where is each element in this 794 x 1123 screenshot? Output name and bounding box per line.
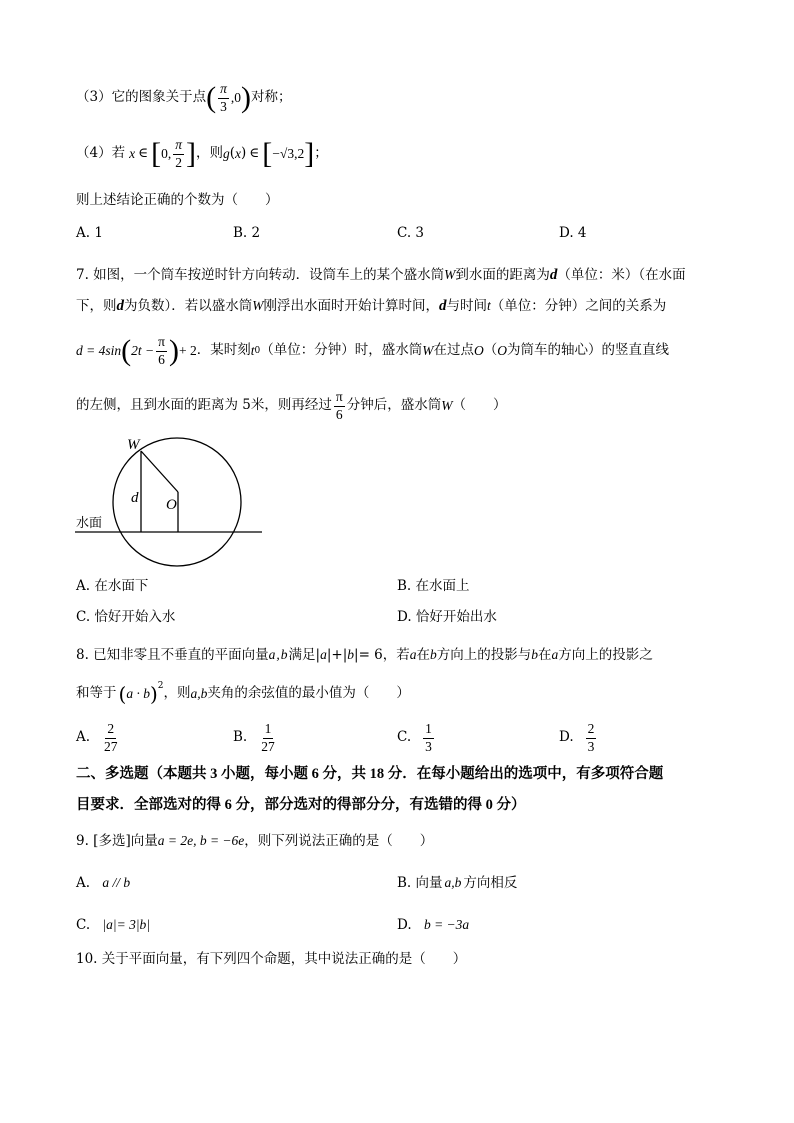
item-4-then: ，则 [195,145,223,162]
bracket2-open: [ [262,137,273,170]
q7-option-d: D. 恰好开始出水 [397,609,497,625]
figure-label-d: d [131,490,139,506]
q9-option-a-text: a // b [102,875,131,890]
item-4-range: −√3,2 [272,146,305,162]
q8-option-d-label: D. [559,729,574,746]
q7-text: （ ） [452,397,507,414]
q7-option-a: A. 在水面下 [76,578,149,594]
num: 2 [586,722,597,738]
q7-w: W [422,343,434,359]
item-3-tail: ,0 [230,90,241,106]
radius-segment [141,451,178,492]
num: 1 [423,722,434,738]
q8-text: |= 6，若 [354,647,410,663]
item-3-den: 3 [220,98,227,114]
section-2-heading-line-1: 二、多选题（本题共 3 小题，每小题 6 分，共 18 分．在每小题给出的选项中，有多项符合题 [76,766,664,782]
q7-eq-den: 6 [158,351,165,367]
q7-d: d [439,298,447,314]
q9-line [76,834,433,849]
q7-eq-fraction [156,335,167,366]
q7-t0: t [250,343,255,359]
item-3 [76,78,291,118]
q7-text: 刚浮出水面时开始计算时间， [263,298,439,314]
figure-label-water: 水面 [76,516,103,531]
item-3-after: 对称； [250,89,292,106]
q7-text: 与时间 [446,298,487,314]
q8-vec-a: a [409,647,417,662]
q9-option-a [76,876,130,891]
q9-option-c-label: C. [76,917,91,933]
q8-option-a-label: A. [76,729,91,746]
q7-text: 为负数）．若以盛水筒 [124,298,253,314]
figure-label-o: O [166,497,177,513]
q7-o: O [473,343,484,359]
item-4-x2: x [235,146,242,162]
bracket-close: ] [185,137,196,170]
q8-text: ，则 [163,685,191,702]
q8-text: 方向上的投影与 [436,647,532,663]
bracket2-close: ] [304,137,315,170]
q7-text: 的左侧，且到水面的距离为 5米，则再经过 [76,397,332,414]
q7-option-b: B. 在水面上 [397,578,470,594]
q8-vec-ab: a,b [190,686,208,702]
item-3-fraction [218,82,229,113]
q7-w: W [441,398,453,414]
q6-option-c: C. 3 [397,225,425,241]
q6-option-d: D. 4 [559,225,587,241]
q7-text: （单位：米）（在水面 [557,267,686,283]
q7-d: d [116,298,124,314]
item-4-label: （4）若 [76,145,126,162]
q7-line-1 [76,268,686,283]
q7-text: 在过点 [433,342,474,359]
q8-text: 8. 已知非零且不垂直的平面向量 [76,647,269,663]
num: 1 [263,722,274,738]
q9-option-d-text: b = −3a [423,917,470,932]
q8-option-b-label: B. [233,729,248,746]
q8-vec-b: b [430,647,437,662]
q7-t0-sub: 0 [254,345,261,356]
item-4-end: ； [314,145,328,162]
q7-text: 为筒车的轴心）的竖直直线 [506,342,669,359]
q8-option-c-label: C. [397,729,412,746]
section-2-heading-line-2: 目要求．全部选对的得 6 分，部分选对的得部分分，有选错的得 0 分） [76,797,526,813]
figure-label-w: W [127,437,140,453]
q7-text: 下，则 [76,298,117,314]
q7-eq-in: 2t − [131,343,155,359]
q9-prefix: 9. [多选]向量 [76,833,158,849]
q8-line-1 [76,648,653,663]
q8-option-b-fraction [259,722,277,753]
num: 2 [105,722,116,738]
q7-text: （单位：分钟）时，盛水筒 [260,342,423,359]
item-4-den: 2 [175,154,182,170]
q7-eq-lhs: d = 4sin [76,343,122,359]
q7-l4-fraction [334,390,345,421]
q7-text: （ [483,342,498,359]
q9-suffix: ，则下列说法正确的是（ ） [244,833,434,849]
q6-option-a: A. 1 [76,225,103,241]
q7-line-3 [76,330,669,372]
q7-w: W [252,298,264,313]
q8-text: |+| [326,647,348,663]
item-4-num: π [173,138,184,154]
q9-option-c [76,918,150,933]
q8-vec-b: b [347,647,355,662]
q7-text: 到水面的距离为 [455,267,550,283]
q7-w: W [444,267,456,282]
q8-text: 在 [538,647,552,663]
den: 3 [425,738,432,754]
item-4-x: x [129,146,136,162]
q8-option-a [76,720,122,756]
q8-option-d-fraction [586,722,597,753]
q7-d: d [549,267,558,283]
q9-option-b-vec: a,b [444,875,462,890]
q8-option-a-fraction [102,722,120,753]
q7-eq-rhs: + 2 [178,343,197,359]
q8-option-d [559,720,598,756]
q7-eq-num: π [156,335,167,351]
q8-text: 夹角的余弦值的最小值为（ ） [207,685,410,702]
q10-prompt: 10. 关于平面向量，有下列四个命题，其中说法正确的是（ ） [76,951,467,967]
item-4-g: g [222,146,230,162]
item-3-num: π [218,82,229,98]
q8-text: 和等于 [76,685,117,702]
q7-option-c: C. 恰好开始入水 [76,609,176,625]
waterwheel-figure [70,430,270,570]
paren-open: ( [121,334,132,367]
den: 3 [587,738,595,754]
q7-text: （单位：分钟）之间的关系为 [490,298,667,314]
q8-vec-b: b [531,647,539,662]
item-3-label: （3）它的图象关于点 [76,89,207,106]
q8-option-c [397,720,436,756]
q9-option-a-label: A. [76,875,91,891]
q8-text: 满足| [288,647,321,663]
item-4: （4）若 x ∈ [ 0, $\frac{\pi}{2}$ ] ，则 g ( x ) ∈ [ −√3,2 ] ； [76,137,328,170]
q9-option-d [397,918,469,933]
q6-option-b: B. 2 [233,225,261,241]
q8-text: 在 [416,647,431,663]
q7-text: 7. 如图，一个筒车按逆时针方向转动．设筒车上的某个盛水筒 [76,267,445,283]
q9-option-b-tail: 方向相反 [463,875,518,891]
q7-text: ．某时刻 [196,342,251,359]
q7-l4-num: π [334,390,345,406]
bracket-open: [ [151,137,162,170]
q9-option-d-label: D. [397,917,412,933]
q8-option-b [233,720,279,756]
q9-option-b-label: B. 向量 [397,875,443,891]
item-4-lo: 0, [161,146,172,162]
paren-close: ) [240,81,251,114]
q8-dot-product: a · b [126,686,150,702]
q8-vec-a: a [320,647,327,662]
q7-o: O [497,343,507,359]
q8-vec-a: a [551,647,559,662]
den: 27 [104,738,118,754]
q9-option-b [397,876,517,891]
den: 27 [261,738,275,754]
paren-open: ( [206,81,217,114]
q8-vec-ab: a,b [268,647,289,662]
q7-text: 分钟后，盛水筒 [346,397,442,414]
q7-line-4 [76,386,506,426]
q9-equation: a = 2e, b = −6e [157,833,245,848]
paren-close: ) [168,334,179,367]
q9-option-c-text: |a|= 3|b| [102,917,151,932]
q7-line-2 [76,299,666,314]
q6-prompt: 则上述结论正确的个数为（ ） [76,192,279,208]
q8-line-2: 和等于 ( a · b ) $^2$ ，则 a,b 夹角的余弦值的最小值为（ ） [76,680,410,706]
q8-option-c-fraction [423,722,434,753]
q7-t: t [487,298,491,313]
q8-text: 方向上的投影之 [558,647,653,663]
q8-square: 2 [157,680,164,691]
item-4-in: ∈ [138,145,149,162]
q7-l4-den: 6 [335,406,343,422]
item-4-fraction [173,138,184,169]
